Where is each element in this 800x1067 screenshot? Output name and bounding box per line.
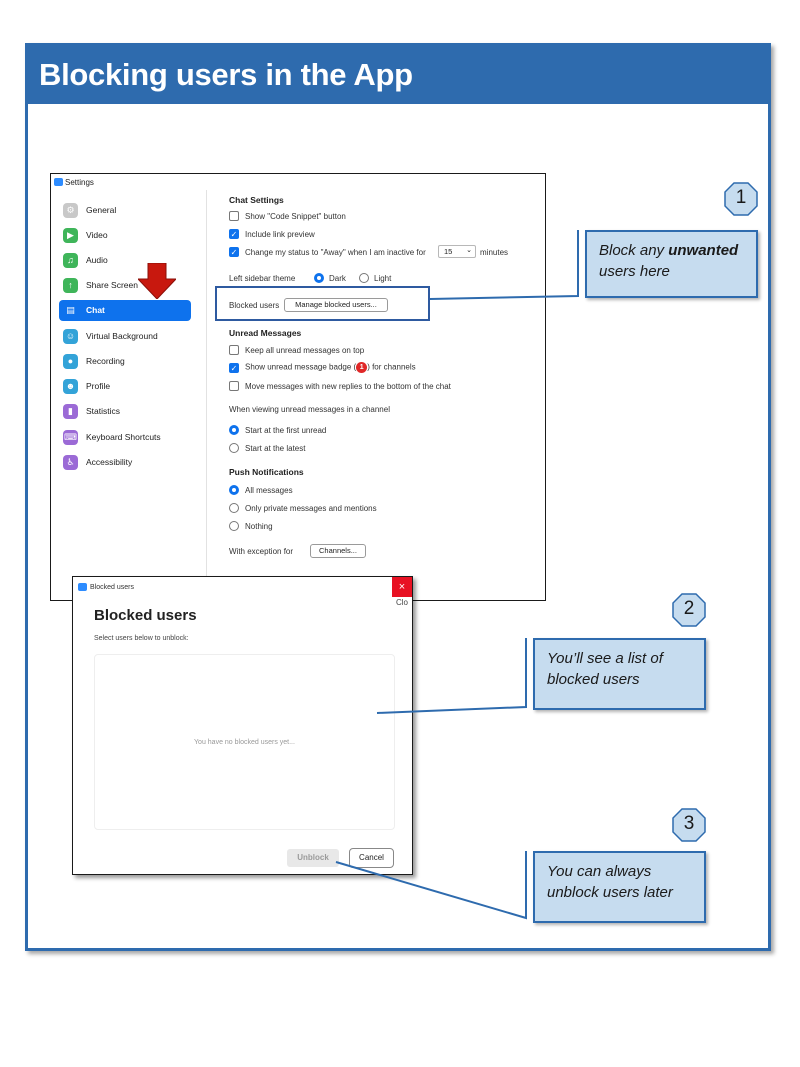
- step-badge-2: [672, 593, 706, 627]
- step-number: 3: [683, 813, 695, 834]
- settings-titlebar: [51, 174, 545, 190]
- start-first-unread-label: Start at the first unread: [245, 426, 327, 435]
- share-screen-icon: ↑: [63, 278, 78, 293]
- video-icon: ▶: [63, 228, 78, 243]
- show-unread-badge-label: Show unread message badge ( 1 ) for channels: [245, 362, 416, 372]
- exception-label: With exception for: [229, 547, 294, 556]
- blocked-dialog-heading: Blocked users: [94, 607, 197, 624]
- sidebar-item-share-screen[interactable]: ↑ Share Screen: [59, 275, 191, 296]
- sidebar-item-statistics[interactable]: ▮ Statistics: [59, 401, 191, 422]
- step-badge-3: [672, 808, 706, 842]
- blocked-dialog-subtitle: Select users below to unblock:: [94, 635, 189, 642]
- start-latest-label: Start at the latest: [245, 444, 306, 453]
- push-nothing-radio[interactable]: [229, 521, 239, 531]
- sidebar-item-accessibility[interactable]: ♿ Accessibility: [59, 452, 191, 473]
- theme-light-label: Light: [374, 274, 392, 283]
- push-nothing-label: Nothing: [245, 522, 273, 531]
- manage-blocked-users-button[interactable]: Manage blocked users...: [284, 298, 388, 312]
- blocked-users-dialog: [72, 576, 413, 875]
- start-first-unread-radio[interactable]: [229, 425, 239, 435]
- theme-dark-radio[interactable]: [314, 273, 324, 283]
- chat-settings-title: Chat Settings: [229, 195, 284, 205]
- move-messages-checkbox[interactable]: [229, 381, 239, 391]
- start-latest-radio[interactable]: [229, 443, 239, 453]
- show-code-snippet-label: Show "Code Snippet" button: [245, 212, 346, 221]
- push-private-radio[interactable]: [229, 503, 239, 513]
- push-private-label: Only private messages and mentions: [245, 504, 377, 513]
- callout-block-unwanted: Block any unwanted users here: [585, 230, 758, 298]
- gear-icon: ⚙: [63, 203, 78, 218]
- away-minutes-value: 15: [444, 247, 453, 256]
- theme-light-radio[interactable]: [359, 273, 369, 283]
- slide-title: Blocking users in the App: [39, 57, 413, 92]
- sidebar-item-audio[interactable]: ♫ Audio: [59, 250, 191, 271]
- statistics-icon: ▮: [63, 404, 78, 419]
- chat-settings-panel: [206, 190, 545, 600]
- include-link-preview-checkbox[interactable]: ✓: [230, 230, 238, 239]
- zoom-app-icon: [78, 583, 87, 591]
- callout-blocked-list: You’ll see a list of blocked users: [533, 638, 706, 710]
- sidebar-theme-label: Left sidebar theme: [229, 274, 296, 283]
- channels-button[interactable]: Channels...: [310, 544, 366, 558]
- record-icon: ●: [63, 354, 78, 369]
- step-number: 2: [683, 598, 695, 619]
- sidebar-item-chat[interactable]: ▤ Chat: [59, 300, 191, 321]
- keyboard-icon: ⌨: [63, 430, 78, 445]
- unread-badge: 1: [356, 362, 367, 373]
- move-messages-label: Move messages with new replies to the bottom of the chat: [245, 382, 451, 391]
- blocked-dialog-window-title: Blocked users: [90, 584, 134, 591]
- chevron-down-icon: ⌄: [466, 247, 472, 254]
- chat-icon: ▤: [66, 305, 75, 315]
- show-unread-badge-checkbox[interactable]: ✓: [230, 364, 238, 373]
- away-minutes-suffix: minutes: [480, 248, 509, 257]
- headphones-icon: ♫: [63, 253, 78, 268]
- blocked-users-highlight: [215, 286, 430, 321]
- push-all-messages-label: All messages: [245, 486, 293, 495]
- away-status-checkbox[interactable]: ✓: [230, 248, 238, 257]
- cancel-button[interactable]: Cancel: [349, 848, 394, 868]
- show-code-snippet-checkbox[interactable]: [229, 211, 239, 221]
- keep-unread-on-top-label: Keep all unread messages on top: [245, 346, 365, 355]
- callout-emphasis: unwanted: [668, 242, 739, 259]
- away-minutes-select[interactable]: [438, 245, 476, 258]
- include-link-preview-label: Include link preview: [245, 230, 315, 239]
- person-icon: ☺: [63, 329, 78, 344]
- theme-dark-label: Dark: [329, 274, 346, 283]
- sidebar-item-keyboard-shortcuts[interactable]: ⌨ Keyboard Shortcuts: [59, 427, 191, 448]
- accessibility-icon: ♿: [63, 455, 78, 470]
- title-banner: [28, 46, 768, 104]
- away-status-label: Change my status to "Away" when I am inactive for: [245, 248, 426, 257]
- unblock-button[interactable]: Unblock: [287, 849, 339, 867]
- step-badge-1: [724, 182, 758, 216]
- sidebar-item-video[interactable]: ▶ Video: [59, 225, 191, 246]
- sidebar-item-general[interactable]: ⚙ General: [59, 200, 191, 221]
- settings-sidebar: [51, 190, 205, 600]
- blocked-users-label: Blocked users: [229, 301, 280, 310]
- sidebar-item-profile[interactable]: ☻ Profile: [59, 376, 191, 397]
- unread-messages-title: Unread Messages: [229, 328, 302, 338]
- settings-window: [50, 173, 546, 601]
- red-down-arrow-icon: [138, 263, 176, 299]
- blocked-users-list[interactable]: [94, 654, 395, 830]
- close-icon[interactable]: ×: [392, 577, 412, 597]
- empty-list-text: You have no blocked users yet...: [194, 739, 295, 746]
- zoom-app-icon: [54, 178, 63, 186]
- callout-unblock-later: You can always unblock users later: [533, 851, 706, 923]
- push-all-messages-radio[interactable]: [229, 485, 239, 495]
- sidebar-item-recording[interactable]: ● Recording: [59, 351, 191, 372]
- settings-window-title: Settings: [65, 178, 94, 187]
- push-notifications-title: Push Notifications: [229, 467, 304, 477]
- viewing-unread-title: When viewing unread messages in a channel: [229, 405, 390, 414]
- sidebar-item-virtual-background[interactable]: ☺ Virtual Background: [59, 326, 191, 347]
- profile-icon: ☻: [63, 379, 78, 394]
- keep-unread-on-top-checkbox[interactable]: [229, 345, 239, 355]
- close-tooltip: Clo: [396, 598, 409, 607]
- step-number: 1: [735, 187, 747, 208]
